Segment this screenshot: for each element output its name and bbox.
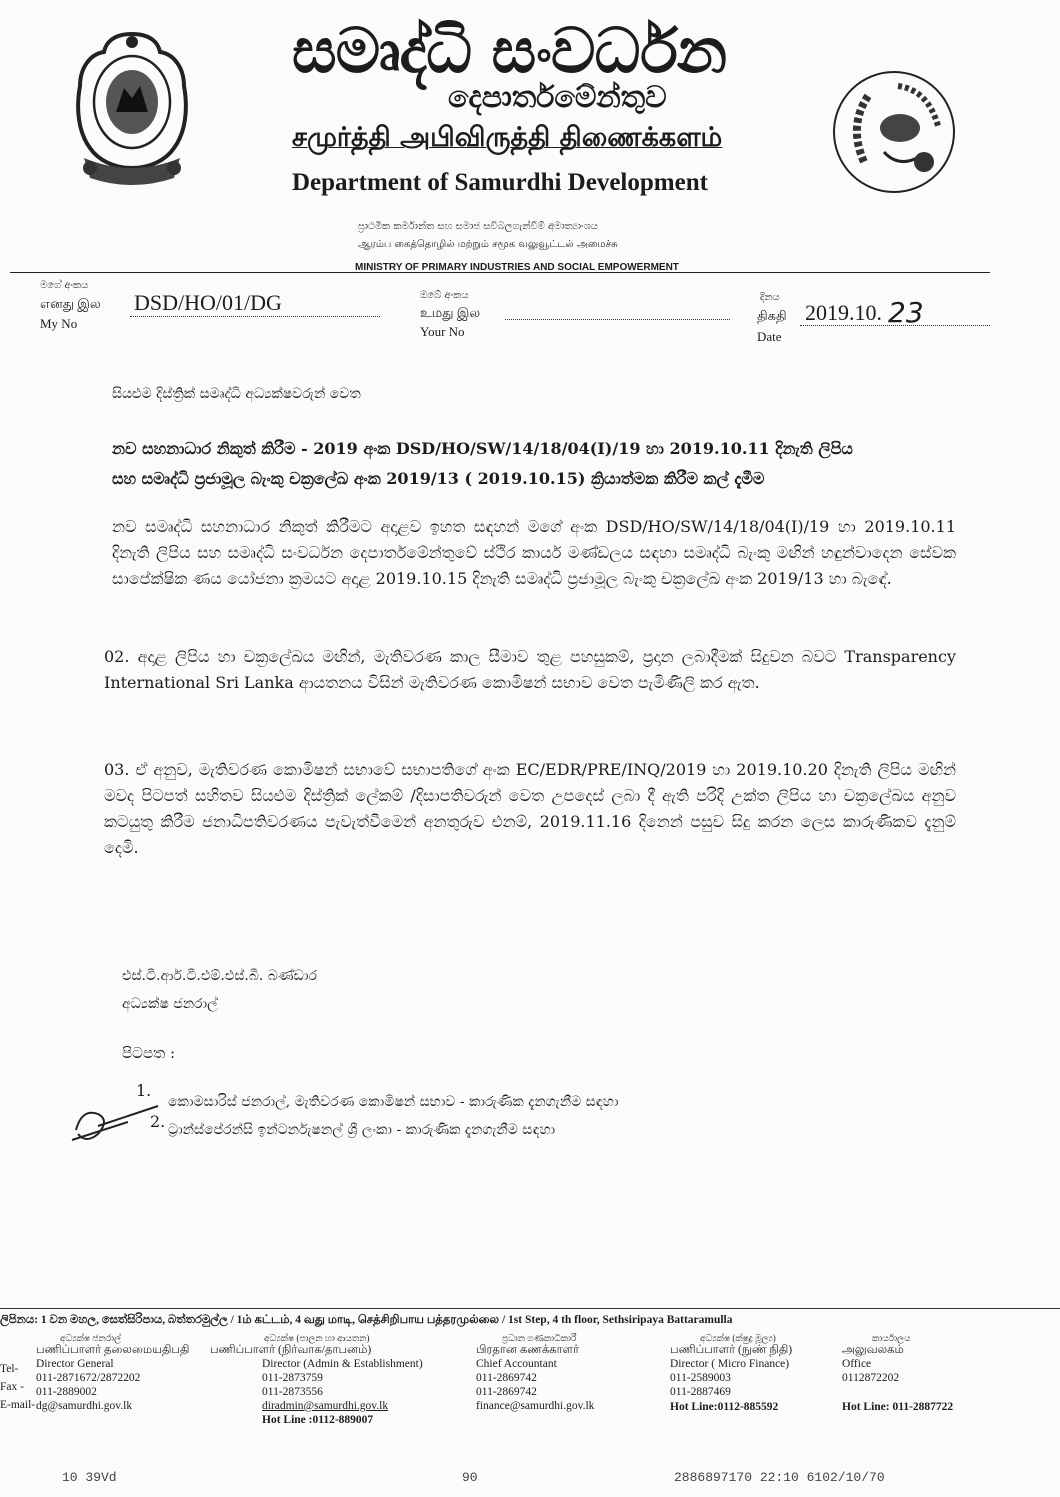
paragraph-3: 03. ඒ අනුව, මැතිවරණ කොමිෂන් සභාවේ සභාපතිගේ අංක EC/EDR/PRE/INQ/2019 හා 2019.10.20 දිනැති ලිපිය මඟින් මවද පිටපත් සහිතව සියළුම දිස්ත්‍රික් ලේකම් /දිසාපතිවරුන් වෙත උපදෙස් ලබා දී ඇති පරිදි උක්ත ලිපිය හා චක්‍රලේඛය අනුව කටයුතු කිරීම ජනාධිපතිවරණය පැවැත්වීමෙන් අනතුරුව එනම්, 2019.11.16 දිනෙන් පසුව සිදු කරන ලෙස කාරුණිකව දැනුම් දෙමි.	[104, 760, 957, 857]
subject-line-2: සහ සමෘද්ධි ප්‍රජාමූල බැංකු චක්‍රලේඛ අංක 2019/13 ( 2019.10.15) ක්‍රියාත්මක කිරීම කල් දැමීම	[112, 469, 765, 488]
footer-col4-tel: 011-2589003	[670, 1372, 731, 1384]
footer-col2-tel: 011-2873759	[262, 1372, 323, 1384]
signatory-name: එස්.ටී.ආර්.ටී.එම්.එස්.බී. බණ්ඩාර	[122, 968, 317, 984]
footer-col3-fax: 011-2869742	[476, 1386, 537, 1398]
footer-col5-si: කාර්යාලය	[872, 1333, 911, 1343]
footer-fax-label: Fax -	[0, 1381, 24, 1393]
my-no-label-en: My No	[40, 316, 78, 331]
date-label-en: Date	[757, 329, 782, 344]
dept-title-english: Department of Samurdhi Development	[292, 169, 708, 196]
date-label-si: දිනය	[760, 292, 780, 303]
date-label-ta: திகதி	[757, 308, 787, 323]
footer-col3-tel: 011-2869742	[476, 1372, 537, 1384]
footer-col2-fax: 011-2873556	[262, 1386, 323, 1398]
your-no-label-ta: உமது இல	[420, 305, 481, 320]
footer-col1-en: Director General	[36, 1358, 114, 1370]
date-value: 2019.10.	[805, 300, 882, 325]
handwritten-mark-icon	[68, 1100, 166, 1146]
fax-strip-left: 10 39Vd	[62, 1470, 117, 1485]
footer-col3-en: Chief Accountant	[476, 1358, 557, 1370]
copy-item-1-text: කොමසාරිස් ජනරාල්, මැතිවරණ කොමිෂන් සභාව - කාරුණික දැනගැනීම සඳහා	[168, 1094, 619, 1110]
footer-col4-hotline: Hot Line:0112-885592	[670, 1401, 779, 1413]
footer-col5-en: Office	[842, 1358, 872, 1370]
footer-col4-fax: 011-2887469	[670, 1386, 731, 1398]
fax-strip-mid: 90	[462, 1470, 478, 1485]
footer-col3-email[interactable]: finance@samurdhi.gov.lk	[476, 1400, 595, 1412]
signatory-title: අධ්‍යක්ෂ ජනරාල්	[122, 996, 218, 1012]
addressee: සියළුම දිස්ත්‍රික් සමෘද්ධි අධ්‍යක්ෂවරුන් වෙත	[112, 386, 361, 402]
your-no-label-en: Your No	[420, 324, 465, 339]
my-no-label-si: මගේ අංකය	[40, 280, 89, 291]
footer-col5-ta: அலுவலகம்	[842, 1344, 904, 1356]
footer-email-label: E-mail-	[0, 1399, 36, 1411]
copy-item-2-num: 2.	[150, 1112, 166, 1131]
samurdhi-logo-icon	[828, 66, 960, 198]
copies-label: පිටපත :	[122, 1044, 176, 1062]
footer-col1-tel: 011-2871672/2872202	[36, 1372, 141, 1384]
header-divider	[10, 272, 990, 273]
paragraph-1: නව සමෘද්ධි සහනාධාර නිකුත් කිරීමට අදාළව ඉහත සඳහන් මගේ අංක DSD/HO/SW/14/18/04(I)/19 හා 2019.10.11 දිනැති ලිපිය සහ සමෘද්ධි සංවර්ධන දෙපාර්තමේන්තුවේ ස්ථිර කාර්ය මණ්ඩලය සඳහා සමෘද්ධි බැංකු මඟින් හඳුන්වාදෙන සේවක සාපේක්ෂික ණය යෝජනා ක්‍රමයට අදාළ 2019.10.15 දිනැති සමෘද්ධි ප්‍රජාමූල බැංකු චක්‍රලේඛ අංක 2019/13 හා බැඳේ.	[112, 517, 956, 588]
footer-address: ලිපිනය: 1 වන මහල, සෙත්සිරිපාය, බත්තරමුල්ල / 1ம் கட்டம், 4 வது மாடி, செத்சிறிபாய பத்தரமுல்லை / 1st Step, 4 th floor, Sethsiripaya Battaramulla	[0, 1314, 733, 1326]
date-day-handwritten: 23	[888, 296, 924, 329]
footer-col2-hotline: Hot Line :0112-889007	[262, 1414, 374, 1426]
footer-col2-si: අධ්‍යක්ෂ (පාලන හා ආයතන)	[264, 1333, 370, 1343]
my-no-label-ta: எனது இல	[40, 296, 101, 311]
footer-col2-en: Director (Admin & Establishment)	[262, 1358, 423, 1370]
dept-title-sinhala-sub: දෙපාර්තමේන්තුව	[448, 80, 667, 115]
footer-col1-si: අධ්‍යක්ෂ ජනරාල්	[60, 1333, 122, 1343]
footer-col1-fax: 011-2889002	[36, 1386, 97, 1398]
footer-col1-email: dg@samurdhi.gov.lk	[36, 1400, 133, 1412]
ministry-tamil: ஆரம்ப கைத்தொழில் மற்றும் சமூக வலுவூட்டல் அமைச்சு	[358, 239, 618, 250]
copy-item-1-num: 1.	[136, 1081, 152, 1100]
footer-col2-email[interactable]: diradmin@samurdhi.gov.lk	[262, 1400, 389, 1412]
your-no-underline	[505, 318, 730, 320]
footer-col5-hotline: Hot Line: 011-2887722	[842, 1401, 954, 1413]
footer-col3-si: ප්‍රධාන ගණකාධිකාරී	[502, 1333, 577, 1343]
national-emblem-icon	[70, 28, 195, 193]
subject-line-1: නව සහනාධාර නිකුත් කිරීම - 2019 අංක DSD/HO/SW/14/18/04(I)/19 හා 2019.10.11 දිනැති ලිපිය	[112, 439, 853, 458]
footer-col3-ta: பிரதான கணக்காளர்	[476, 1344, 580, 1356]
footer-col4-si: අධ්‍යක්ෂ (ක්ෂුද්‍ර මූල්‍ය)	[700, 1333, 776, 1343]
footer-col4-en: Director ( Micro Finance)	[670, 1358, 790, 1370]
my-no-underline	[130, 315, 380, 317]
footer-col1-ta: பணிப்பாளர் தலைமையதிபதி	[36, 1344, 190, 1356]
dept-title-sinhala: සමෘද්ධි සංවර්ධන	[292, 14, 727, 87]
date-underline	[800, 324, 990, 326]
fax-strip-right: 2886897170 22:10 6102/10/70	[674, 1470, 885, 1485]
dept-title-tamil: சமுர்த்தி அபிவிருத்தி திணைக்களம்	[292, 122, 723, 153]
paragraph-2: 02. අදාළ ලිපිය හා චක්‍රලේඛය මඟින්, මැතිවරණ කාල සීමාව තුළ පහසුකම්, ප්‍රදාන ලබාදීමක් සිදුවන බවට Transparency International Sri Lanka ආයතනය විසින් මැතිවරණ කොමිෂන් සභාව වෙත පැමිණිලි කර ඇත.	[104, 647, 956, 692]
ministry-sinhala: ප්‍රාථමික කර්මාන්ත සහ සමාජ සවිබලගැන්වීම් අමාත්‍යාංශය	[358, 221, 598, 232]
copy-item-2-text: ට්‍රාන්ස්පේරන්සි ඉන්ටර්නැෂනල් ශ්‍රී ලංකා - කාරුණික දැනගැනීම සඳහා	[168, 1122, 556, 1138]
footer-col4-ta: பணிப்பாளர் (நுண் நிதி)	[670, 1344, 793, 1356]
footer-col2-ta: பணிப்பாளர் (நிர்வாக/தாபனம்)	[210, 1344, 372, 1356]
ministry-english: MINISTRY OF PRIMARY INDUSTRIES AND SOCIAL EMPOWERMENT	[355, 262, 679, 273]
your-no-label-si: ඔබේ අංකය	[420, 290, 469, 301]
my-no-value: DSD/HO/01/DG	[134, 290, 282, 315]
footer-tel-label: Tel-	[0, 1363, 19, 1375]
footer-divider	[0, 1308, 1060, 1309]
footer-col5-tel: 0112872202	[842, 1372, 900, 1384]
